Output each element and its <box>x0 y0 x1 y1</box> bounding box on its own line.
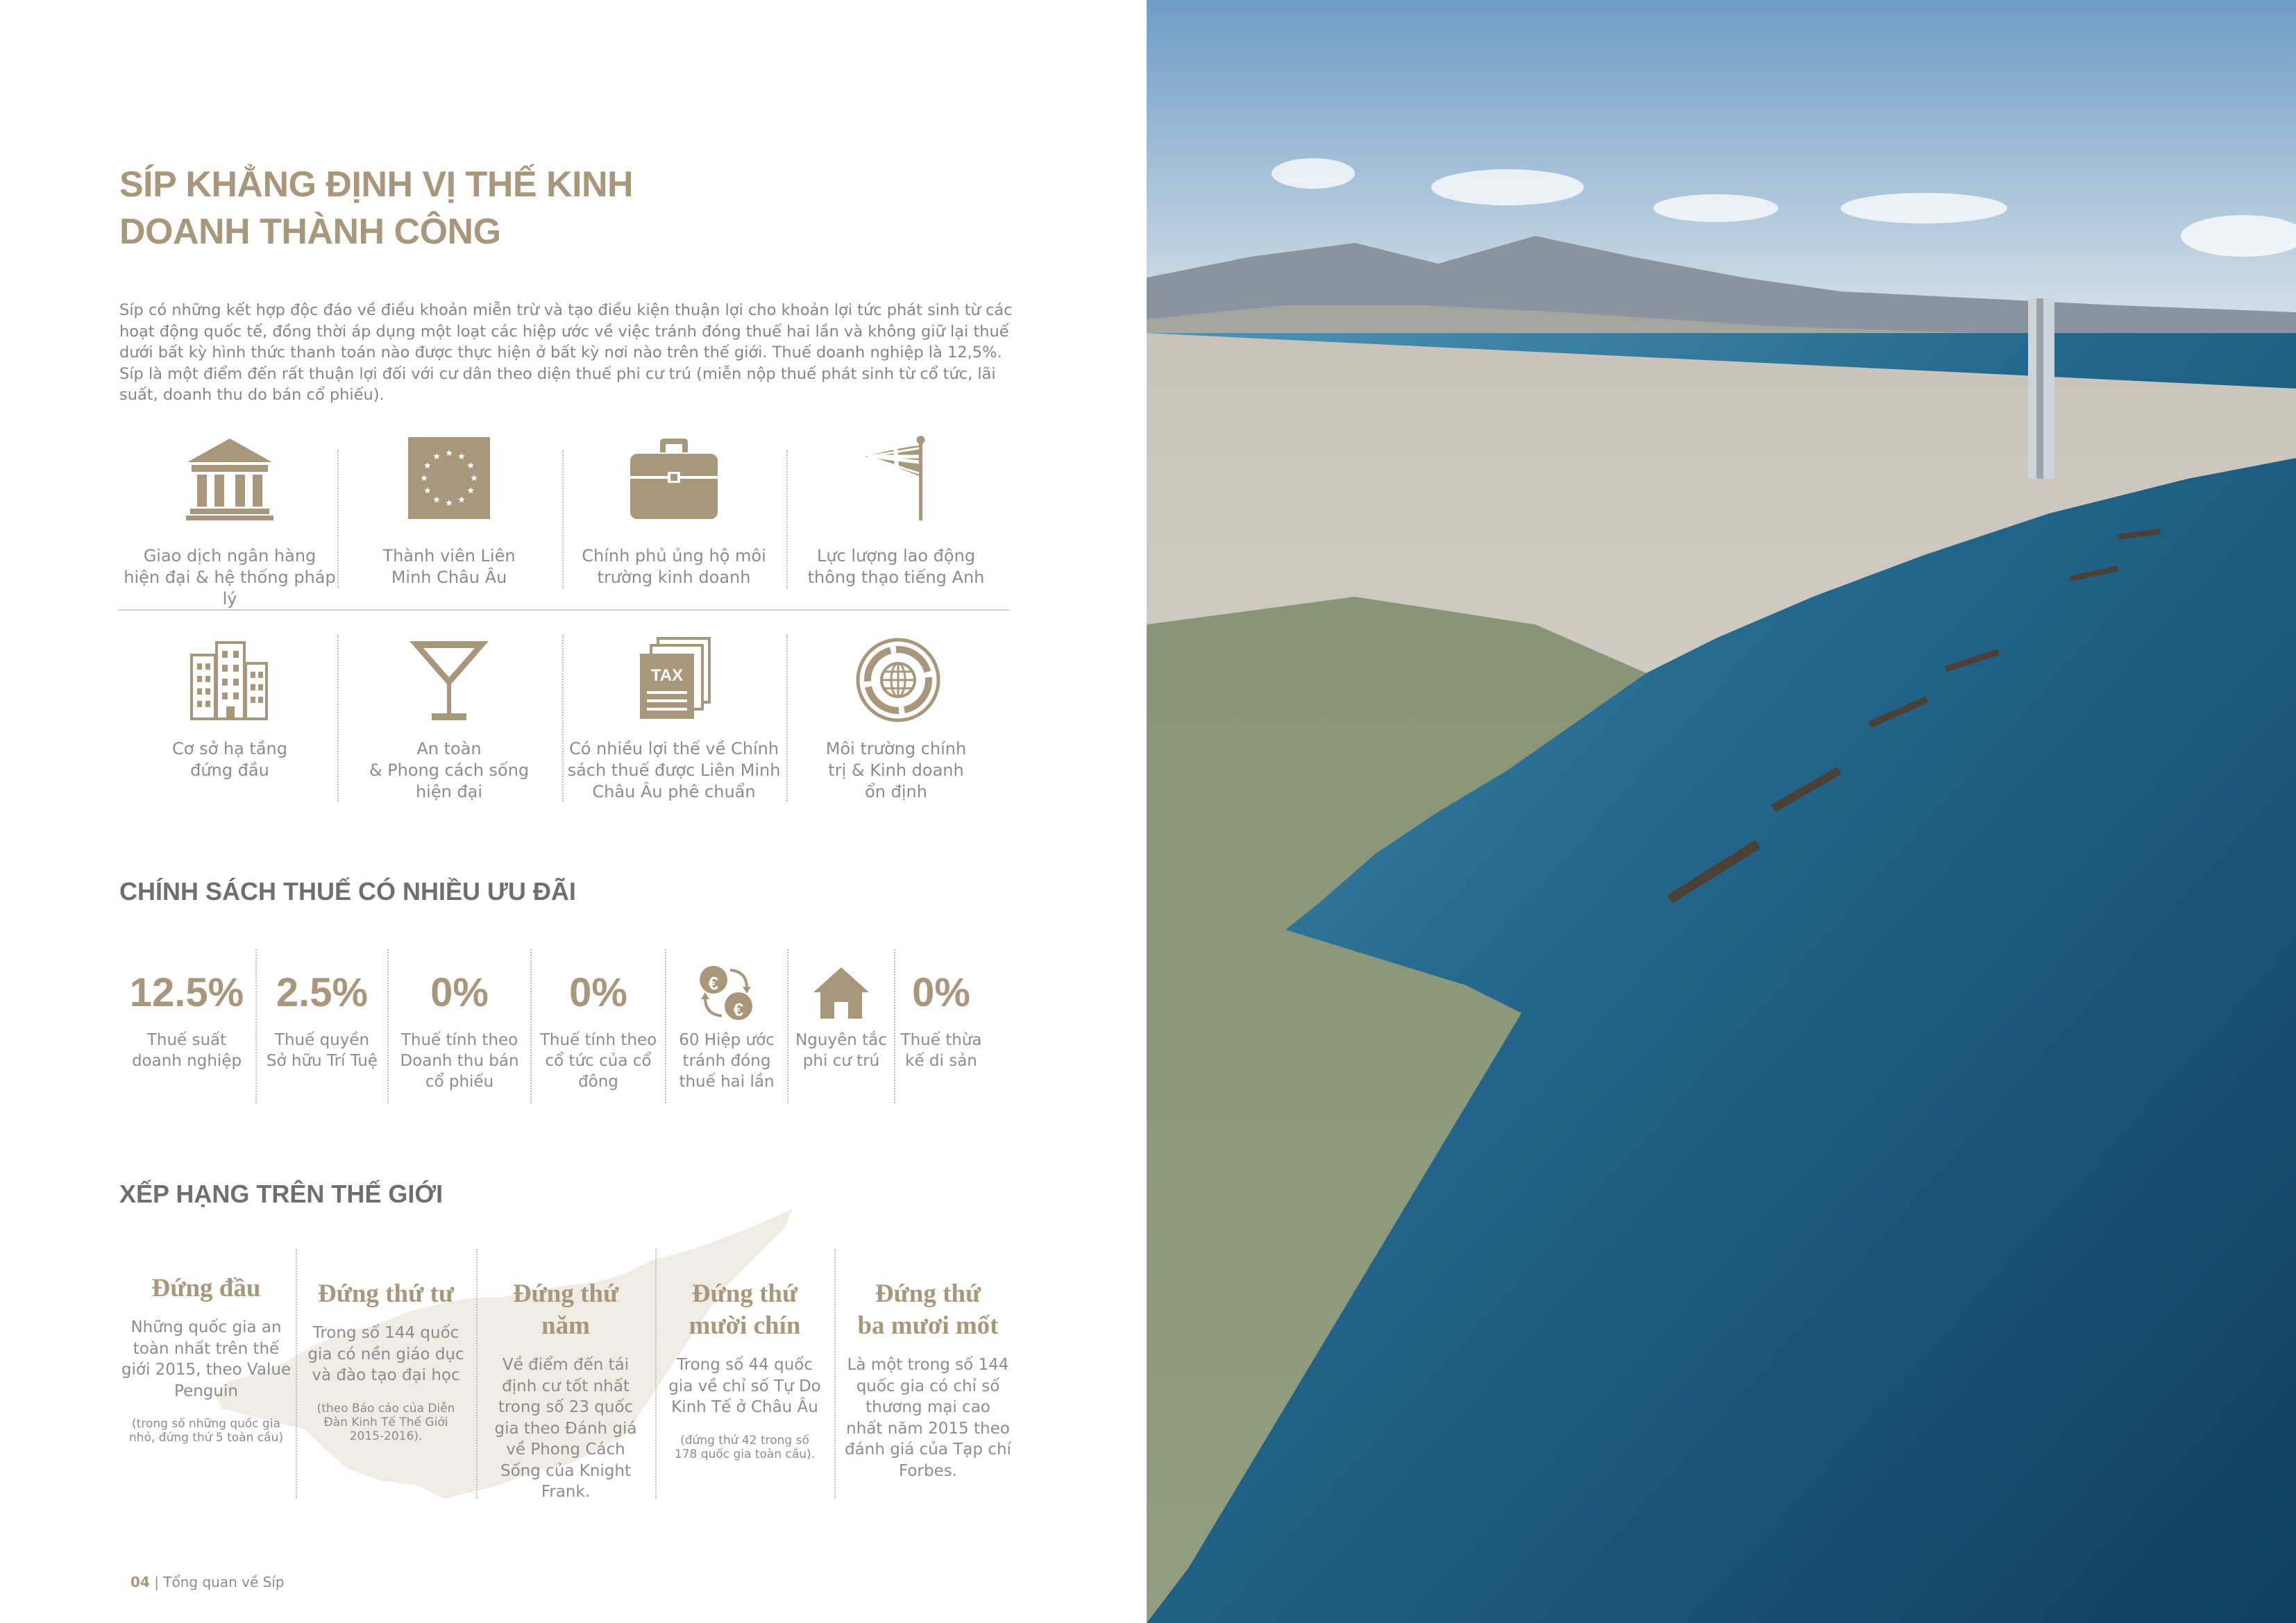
rank-item: Đứng thứ năm Về điểm đến tái định cư tốt nhất trong số 23 quốc gia theo Đánh giá về Phong Cách Sống của Knight Frank. <box>494 1280 637 1501</box>
feature-label: Chính phủ ủng hộ môi trường kinh doanh <box>582 546 766 587</box>
feature-label: Thành viên Liên Minh Châu Âu <box>382 546 516 587</box>
divider <box>530 949 532 1103</box>
bank-icon <box>185 437 275 520</box>
tax-item: Nguyên tắc phi cư trú <box>790 966 893 1071</box>
divider <box>834 1249 836 1499</box>
feature-label: An toàn & Phong cách sống hiện đại <box>369 739 530 801</box>
aerial-coast-photo <box>1147 0 2296 1623</box>
feature-label: Có nhiều lợi thế về Chính sách thuế được Liên Minh Châu Âu phê chuẩn <box>567 739 781 801</box>
divider <box>665 949 666 1103</box>
feature-label: Cơ sở hạ tầng đứng đầu <box>172 739 287 780</box>
divider <box>337 450 339 588</box>
rank-item: Đứng thứ ba mươi mốt Là một trong số 144 quốc gia có chỉ số thương mại cao nhất năm 2015 theo đánh giá của Tạp chí Forbes. <box>845 1280 1011 1480</box>
page-footer: 04 | Tổng quan về Síp <box>130 1574 285 1590</box>
divider <box>787 949 788 1103</box>
divider <box>255 949 257 1103</box>
divider <box>476 1249 478 1499</box>
buildings-icon <box>189 640 269 722</box>
divider <box>786 450 788 588</box>
feature-label: Môi trường chính trị & Kinh doanh ổn định <box>825 739 967 801</box>
divider <box>786 635 788 801</box>
divider <box>337 635 339 801</box>
briefcase-icon <box>629 436 719 520</box>
tax-item: 0% Thuế tính theo Doanh thu bán cổ phiếu <box>400 970 519 1091</box>
tax-item: 2.5% Thuế quyền Sở hữu Trí Tuệ <box>266 970 378 1070</box>
tax-item: 0% Thuế thừa kế di sản <box>900 970 982 1070</box>
tax-section-heading: CHÍNH SÁCH THUẾ CÓ NHIỀU ƯU ĐÃI <box>119 877 576 906</box>
rank-item: Đứng thứ tư Trong số 144 quốc gia có nền giáo dục và đào tạo đại học (theo Báo cáo của Diễn Đàn Kinh Tế Thế Giới 2015-2016). <box>307 1280 464 1443</box>
cocktail-icon <box>408 638 490 723</box>
euro-exchange-icon: € € <box>668 966 786 1020</box>
eu-flag-icon <box>408 437 490 519</box>
tax-item: € € 60 Hiệp ước tránh đóng thuế hai lần <box>668 966 786 1092</box>
feature-label: Lực lượng lao động thông thạo tiếng Anh <box>807 546 985 587</box>
rank-section-heading: XẾP HẠNG TRÊN THẾ GIỚI <box>119 1180 444 1208</box>
divider <box>387 949 389 1103</box>
divider <box>655 1249 657 1499</box>
tax-item: 0% Thuế tính theo cổ tức của cổ đông <box>539 970 657 1091</box>
house-icon <box>790 966 893 1020</box>
divider <box>562 450 564 588</box>
globe-icon <box>855 637 941 723</box>
rank-item: Đứng đầu Những quốc gia an toàn nhất trên thế giới 2015, theo Value Penguin (trong số những quốc gia nhỏ, đứng thứ 5 toàn cầu) <box>121 1274 292 1445</box>
tax-documents-icon: TAX <box>637 637 714 722</box>
tax-item: 12.5% Thuế suất doanh nghiệp <box>129 970 244 1070</box>
uk-flag-icon <box>861 436 937 522</box>
feature-label: Giao dịch ngân hàng hiện đại & hệ thống pháp lý <box>124 546 336 609</box>
left-page <box>0 0 1147 1623</box>
divider <box>296 1249 297 1499</box>
intro-paragraph: Síp có những kết hợp độc đáo về điều khoản miễn trừ và tạo điều kiện thuận lợi cho khoản lợi tức phát sinh từ các hoạt động quốc tế, đồng thời áp dụng một loạt các hiệp ước về việc tránh đóng thuế hai lần và không giữ lại thuế dưới bất kỳ hình thức thanh toán nào được thực hiện ở bất kỳ nơi nào trên thế giới. Thuế doanh nghiệp là 12,5%. Síp là một điểm đến rất thuận lợi đối với cư dân theo diện thuế phi cư trú (miễn nộp thuế phát sinh từ cổ tức, lãi suất, doanh thu do bán cổ phiếu). <box>119 301 1013 404</box>
page-title: SÍP KHẲNG ĐỊNH VỊ THẾ KINH DOANH THÀNH CÔNG <box>119 164 634 252</box>
rank-item: Đứng thứ mười chín Trong số 44 quốc gia về chỉ số Tự Do Kinh Tế ở Châu Âu (đứng thứ 42 trong số 178 quốc gia toàn cầu). <box>668 1280 821 1461</box>
divider <box>562 635 564 801</box>
